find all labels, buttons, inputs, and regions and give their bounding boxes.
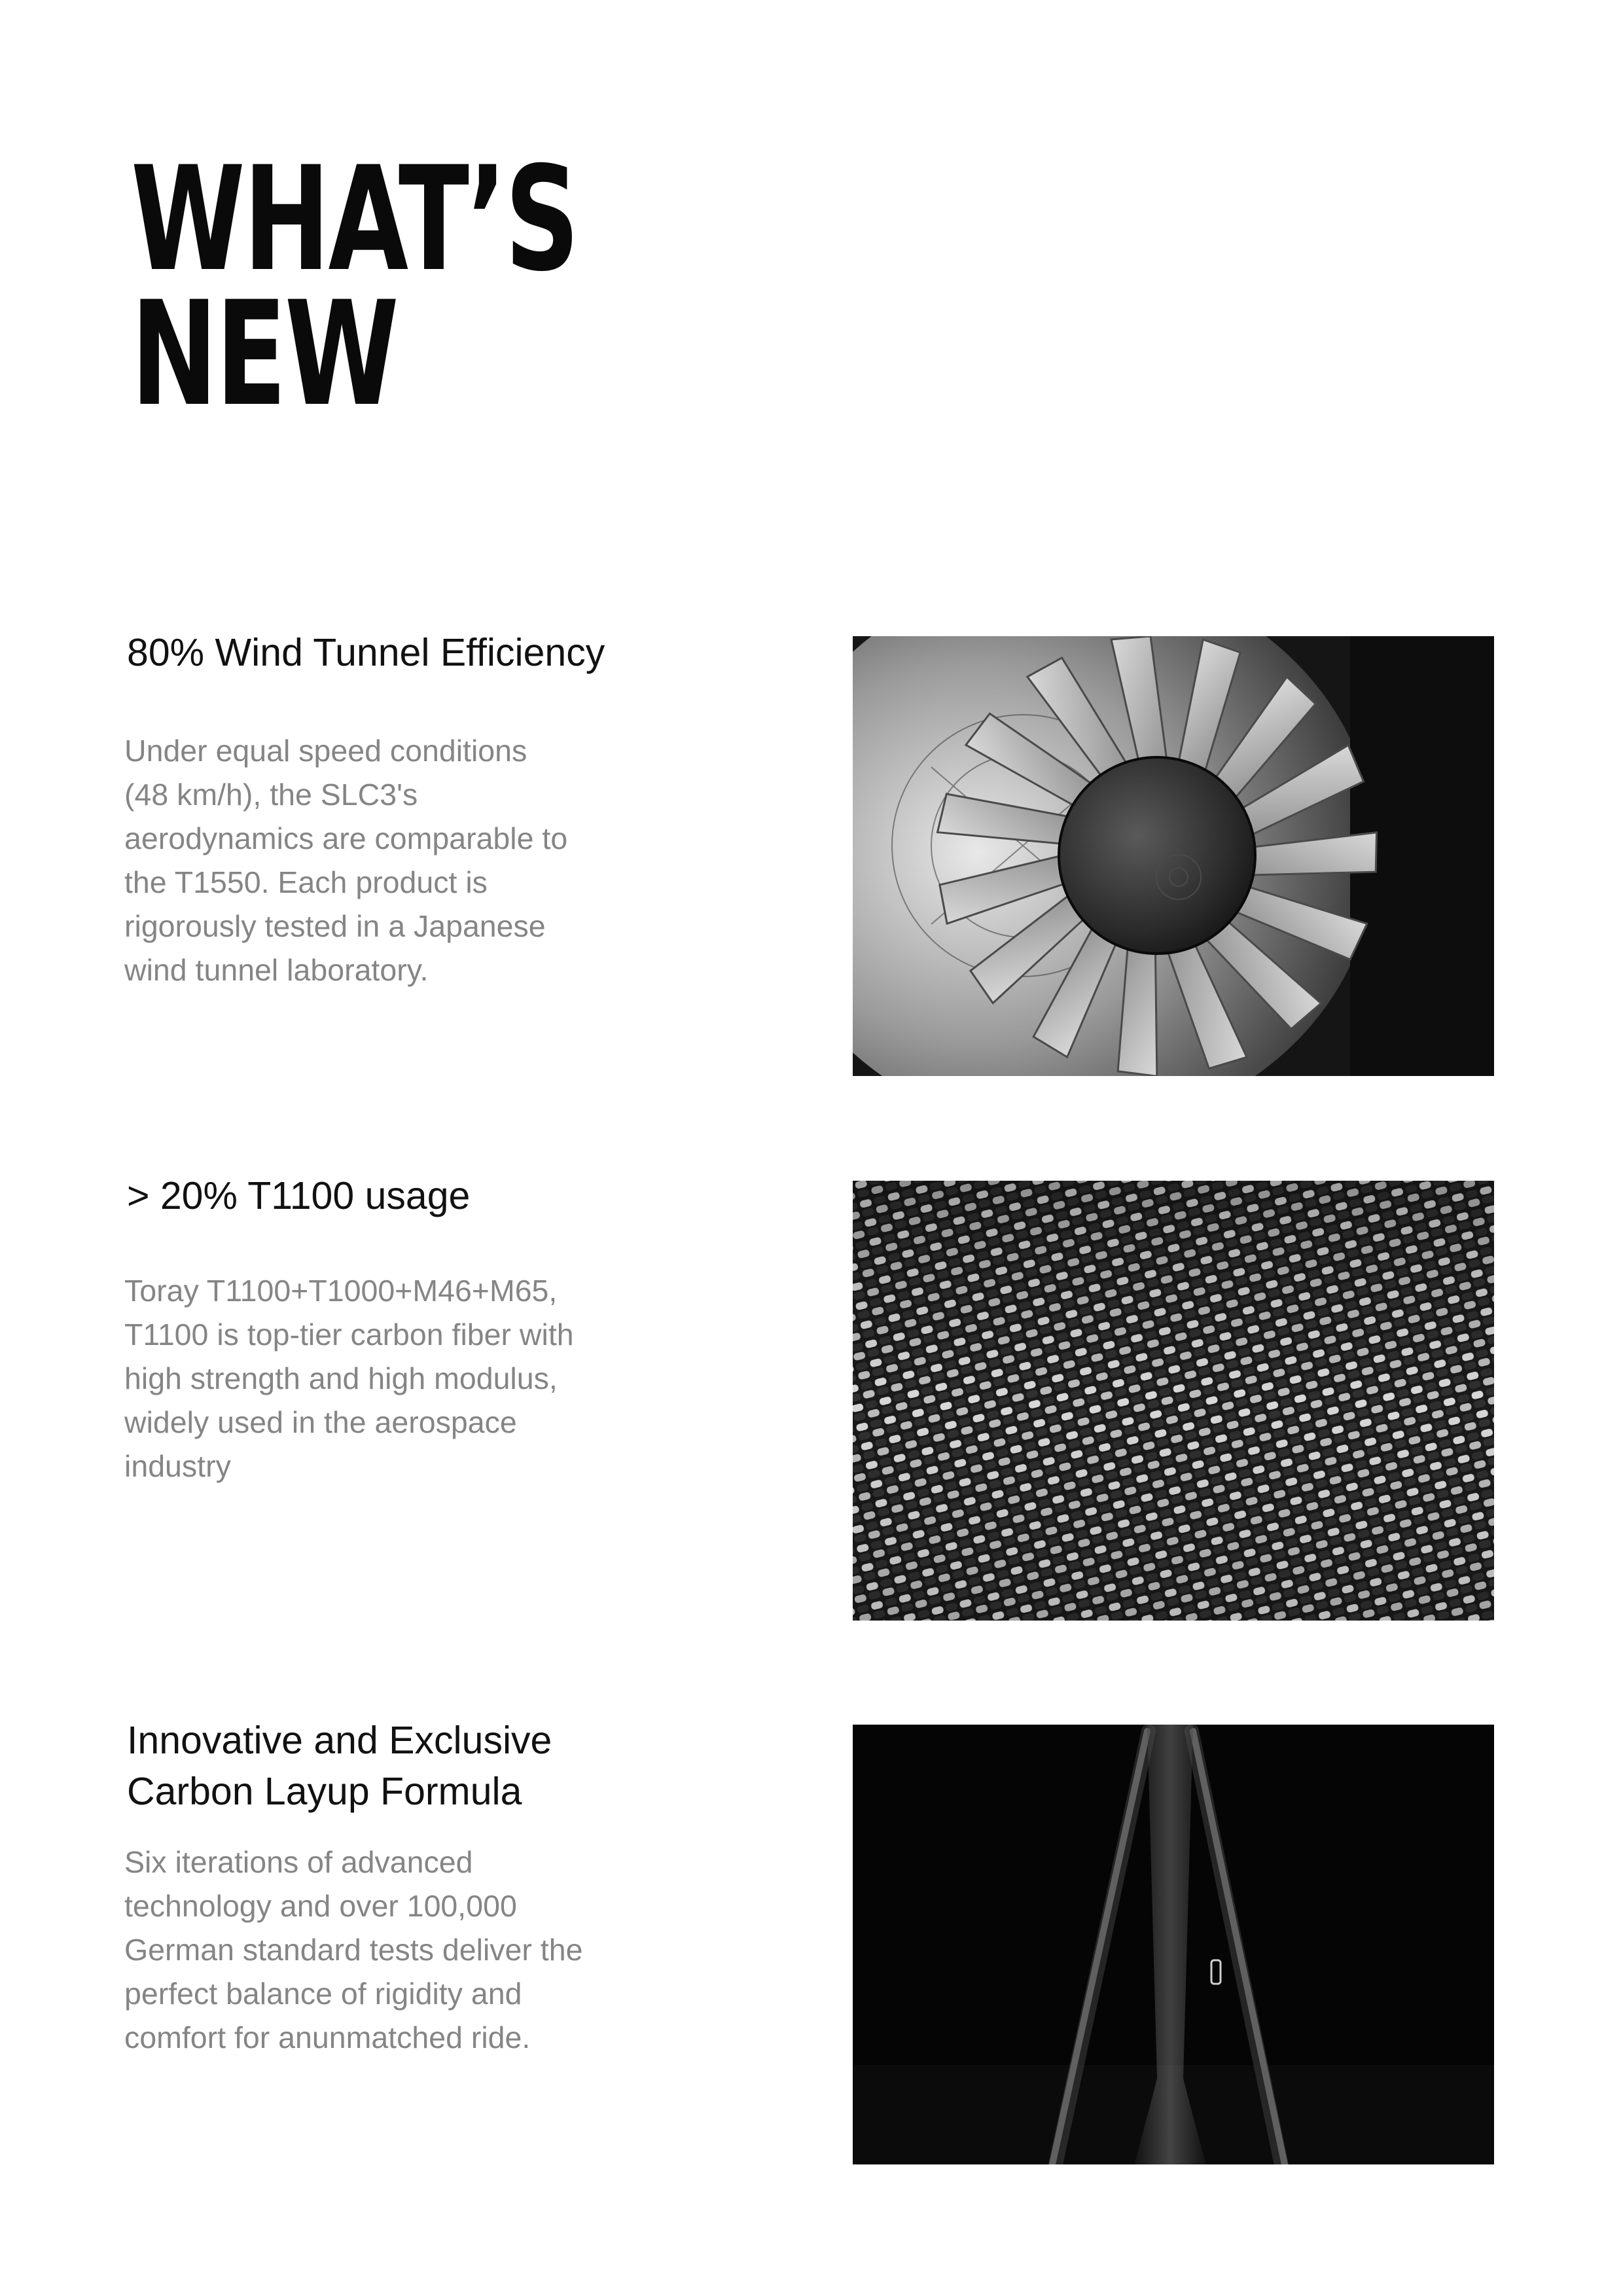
carbon-fiber-weave-photo bbox=[853, 1181, 1494, 1621]
feature-heading: > 20% T1100 usage bbox=[127, 1174, 471, 1217]
feature-description: Six iterations of advanced technology and over 100,000 German standard tests deliver the perfect balance of rigidity and comfort for anunmatched ride. bbox=[124, 1845, 583, 2054]
feature-heading: 80% Wind Tunnel Efficiency bbox=[127, 631, 605, 674]
wind-tunnel-fan-photo bbox=[853, 636, 1494, 1076]
feature-description: Under equal speed conditions (48 km/h), the SLC3's aerodynamics are comparable to the T1550. Each product is rigorously tested in a Japanese wind tunnel laboratory. bbox=[124, 734, 568, 987]
feature-heading: Innovative and Exclusive Carbon Layup Formula bbox=[127, 1719, 552, 1813]
carbon-bike-frame-photo bbox=[853, 1725, 1494, 2164]
feature-description: Toray T1100+T1000+M46+M65, T1100 is top-tier carbon fiber with high strength and high modulus, widely used in the aerospace industry bbox=[124, 1274, 574, 1483]
page-title: WHAT’S NEW bbox=[131, 135, 578, 438]
